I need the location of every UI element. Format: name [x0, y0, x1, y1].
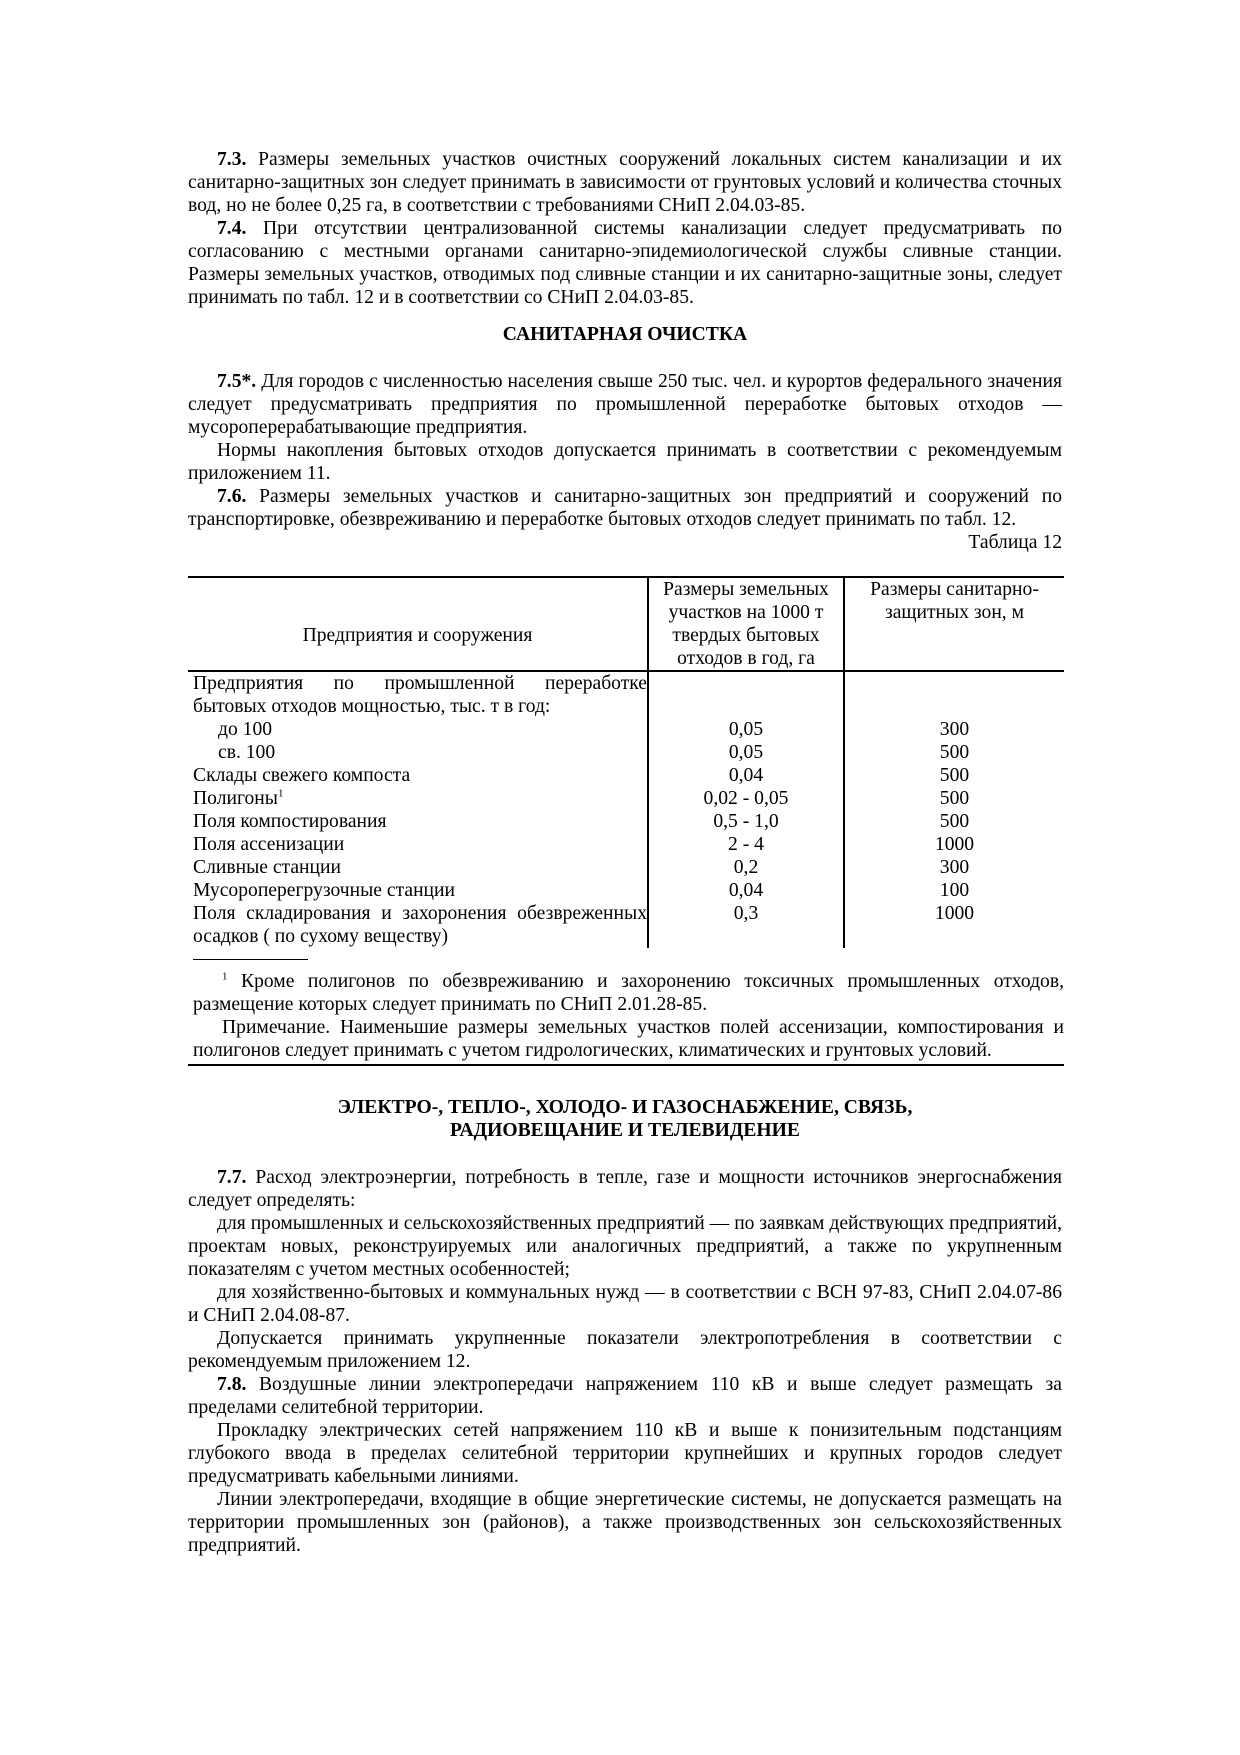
- cell-facility-name: Полигоны: [193, 788, 278, 809]
- cell-area: 0,5 - 1,0: [648, 810, 844, 833]
- table-row: [188, 902, 1064, 948]
- footnote-mark: 1: [222, 970, 228, 983]
- paragraph-7-7: [188, 1166, 1062, 1212]
- column-header-land-area: Размеры земельных участков на 1000 т твердых бытовых отходов в год, га: [648, 577, 844, 671]
- footnote-separator: [193, 959, 308, 960]
- cell-area: 0,2: [648, 856, 844, 879]
- clause-text: Воздушные линии электропередачи напряжением 110 кВ и выше следует размещать за пределами селитебной территории.: [188, 1374, 1062, 1418]
- cell-area: 0,04: [648, 879, 844, 902]
- cell-zone: 500: [939, 788, 970, 809]
- paragraph-7-8: [188, 1373, 1062, 1419]
- paragraph-7-4: [188, 217, 1062, 309]
- table-notes: [188, 970, 1064, 1066]
- cell-facility: Поля компостирования: [193, 811, 387, 832]
- paragraph-7-8-cables: Прокладку электрических сетей напряжением 110 кВ и выше к понизительным подстанциям глубокого ввода в пределах селитебной территории крупнейших и крупных городов следует предусматривать кабельными линиями.: [188, 1420, 1062, 1487]
- table-row: [188, 741, 1064, 764]
- paragraph-7-5-norms: Нормы накопления бытовых отходов допускается принимать в соответствии с рекомендуемым приложением 11.: [188, 440, 1062, 484]
- table-row: [188, 718, 1064, 741]
- cell-area: 0,02 - 0,05: [648, 787, 844, 810]
- table-row: [188, 879, 1064, 902]
- footnote-text: Кроме полигонов по обезвреживанию и захоронению токсичных промышленных отходов, размещение которых следует принимать по СНиП 2.01.28-85.: [193, 971, 1064, 1015]
- cell-facility: [188, 787, 648, 810]
- cell-area: 0,3: [648, 902, 844, 948]
- clause-text: Размеры земельных участков очистных сооружений локальных систем канализации и их санитарно-защитных зон следует принимать в зависимости от грунтовых условий и количества сточных вод, но не более 0,25 га, в соответствии с требованиями СНиП 2.04.03-85.: [188, 149, 1062, 216]
- table-row: [188, 856, 1064, 879]
- cell-facility: Мусороперегрузочные станции: [193, 880, 456, 901]
- footnote: [193, 970, 1064, 1016]
- table-note: Примечание. Наименьшие размеры земельных участков полей ассенизации, компостирования и полигонов следует принимать с учетом гидрологических, климатических и грунтовых условий.: [193, 1017, 1064, 1061]
- section-heading-sanitary: САНИТАРНАЯ ОЧИСТКА: [502, 324, 748, 345]
- clause-number: 7.8.: [217, 1374, 247, 1395]
- cell-zone: [844, 671, 1064, 718]
- table-header-row: [188, 577, 1064, 671]
- clause-number: 7.6.: [217, 486, 247, 507]
- table-caption: Таблица 12: [968, 532, 1062, 553]
- section-heading-line: ЭЛЕКТРО-, ТЕПЛО-, ХОЛОДО- И ГАЗОСНАБЖЕНИЕ, СВЯЗЬ,: [337, 1097, 913, 1118]
- waste-facilities-table: [188, 576, 1064, 948]
- cell-zone: 500: [939, 811, 970, 832]
- paragraph-7-6: [188, 485, 1062, 531]
- table-12: [188, 576, 1064, 1066]
- footnote-ref: 1: [277, 787, 284, 800]
- cell-facility: Предприятия по промышленной переработке бытовых отходов мощностью, тыс. т в год:: [193, 673, 647, 717]
- paragraph-7-5: [188, 370, 1062, 439]
- table-row: [188, 764, 1064, 787]
- clause-number: 7.7.: [217, 1167, 247, 1188]
- clause-text: Размеры земельных участков и санитарно-защитных зон предприятий и сооружений по транспортировке, обезвреживанию и переработке бытовых отходов следует принимать по табл. 12.: [188, 486, 1062, 530]
- paragraph-7-7-household: для хозяйственно-бытовых и коммунальных нужд — в соответствии с ВСН 97-83, СНиП 2.04.07-86 и СНиП 2.04.08-87.: [188, 1282, 1062, 1326]
- paragraph-7-3: [188, 148, 1062, 217]
- table-row: [188, 671, 1064, 718]
- cell-zone: 1000: [934, 834, 975, 855]
- paragraph-7-7-indicators: Допускается принимать укрупненные показатели электропотребления в соответствии с рекомендуемым приложением 12.: [188, 1328, 1062, 1372]
- cell-facility: св. 100: [218, 742, 276, 763]
- cell-zone: 1000: [934, 903, 975, 924]
- cell-area: [648, 671, 844, 718]
- column-header-facilities: Предприятия и сооружения: [188, 577, 648, 671]
- clause-number: 7.5*.: [217, 371, 257, 392]
- paragraph-7-7-industrial: для промышленных и сельскохозяйственных предприятий — по заявкам действующих предприятий, проектам новых, реконструируемых или аналогичных предприятий, а также по укрупненным показателям с учетом местных особенностей;: [188, 1213, 1062, 1280]
- clause-number: 7.4.: [217, 218, 247, 239]
- cell-zone: 300: [939, 719, 970, 740]
- cell-facility: Поля складирования и захоронения обезвреженных осадков ( по сухому веществу): [193, 903, 647, 947]
- clause-text: При отсутствии централизованной системы канализации следует предусматривать по согласованию с местными органами санитарно-эпидемиологической службы сливные станции. Размеры земельных участков, отводимых под сливные станции и их санитарно-защитные зоны, следует принимать по табл. 12 и в соответствии со СНиП 2.04.03-85.: [188, 218, 1062, 308]
- cell-facility: Поля ассенизации: [193, 834, 345, 855]
- paragraph-7-8-power-lines: Линии электропередачи, входящие в общие энергетические системы, не допускается размещать на территории промышленных зон (районов), а также производственных зон сельскохозяйственных предприятий.: [188, 1489, 1062, 1556]
- cell-area: 2 - 4: [648, 833, 844, 856]
- document-page: [188, 148, 1062, 1557]
- cell-area: 0,05: [648, 741, 844, 764]
- cell-facility: Склады свежего компоста: [193, 765, 411, 786]
- cell-zone: 500: [939, 765, 970, 786]
- table-row: [188, 833, 1064, 856]
- cell-facility: Сливные станции: [193, 857, 341, 878]
- cell-zone: 100: [939, 880, 970, 901]
- section-heading-line: РАДИОВЕЩАНИЕ И ТЕЛЕВИДЕНИЕ: [450, 1120, 800, 1141]
- clause-text: Для городов с численностью населения свыше 250 тыс. чел. и курортов федерального значения следует предусматривать предприятия по промышленной переработке бытовых отходов — мусороперерабатывающие предприятия.: [188, 371, 1062, 438]
- column-header-protective-zone: Размеры санитарно-защитных зон, м: [844, 577, 1064, 671]
- cell-area: 0,05: [648, 718, 844, 741]
- cell-zone: 500: [939, 742, 970, 763]
- table-row: [188, 787, 1064, 810]
- section-heading-energy: [188, 1096, 1062, 1142]
- clause-number: 7.3.: [217, 149, 247, 170]
- cell-zone: 300: [939, 857, 970, 878]
- table-row: [188, 810, 1064, 833]
- cell-area: 0,04: [648, 764, 844, 787]
- clause-text: Расход электроэнергии, потребность в тепле, газе и мощности источников энергоснабжения следует определять:: [188, 1167, 1062, 1211]
- cell-facility: до 100: [218, 719, 273, 740]
